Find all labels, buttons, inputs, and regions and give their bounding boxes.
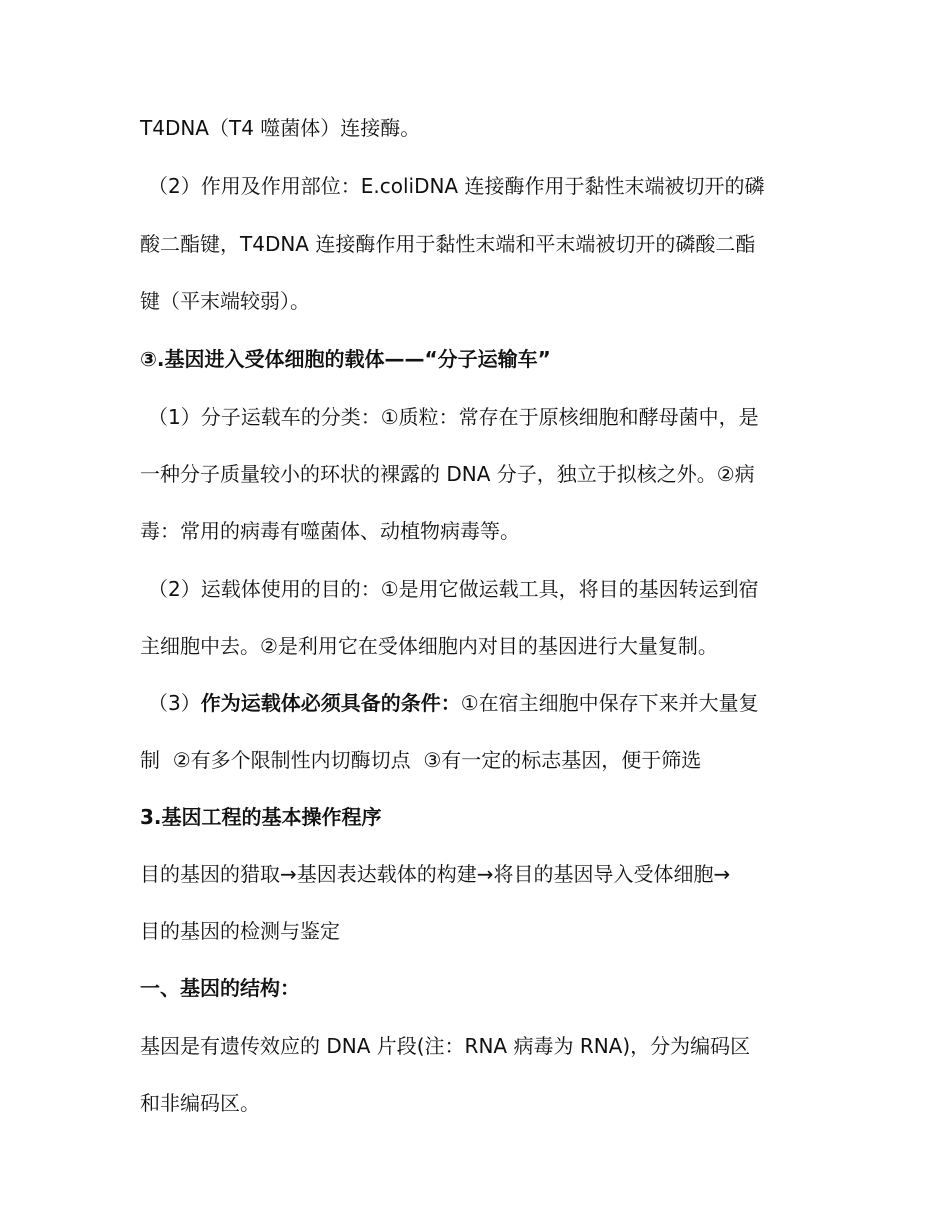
- bold-phrase: 作为运载体必须具备的条件：: [200, 691, 461, 715]
- section-heading: 一、基因的结构：: [140, 976, 300, 1000]
- text-line: （2）作用及作用部位：E.coliDNA 连接酶作用于黏性末端被切开的磷: [148, 174, 765, 198]
- line-prefix: （3）: [148, 691, 201, 715]
- text-line: （1）分子运载车的分类：①质粒：常存在于原核细胞和酵母菌中，是: [148, 405, 759, 429]
- text-line: 目的基因的检测与鉴定: [140, 919, 340, 943]
- text-line: 毒：常用的病毒有噬菌体、动植物病毒等。: [140, 519, 520, 543]
- text-line: 目的基因的猎取→基因表达载体的构建→将目的基因导入受体细胞→: [140, 862, 731, 886]
- text-line: 一种分子质量较小的环状的裸露的 DNA 分子，独立于拟核之外。②病: [140, 462, 755, 486]
- text-line: 基因是有遗传效应的 DNA 片段(注：RNA 病毒为 RNA)，分为编码区: [140, 1034, 751, 1058]
- section-heading: ③.基因进入受体细胞的载体——“分子运输车”: [140, 347, 551, 371]
- line-rest: ①在宿主细胞中保存下来并大量复: [460, 691, 759, 715]
- text-line: 键（平末端较弱）。: [140, 289, 310, 313]
- text-line: 和非编码区。: [140, 1091, 260, 1115]
- text-line: 制 ②有多个限制性内切酶切点 ③有一定的标志基因，便于筛选: [140, 748, 702, 772]
- text-line-mixed: [148, 690, 828, 716]
- text-line: 酸二酯键，T4DNA 连接酶作用于黏性末端和平末端被切开的磷酸二酯: [140, 232, 756, 256]
- text-line: T4DNA（T4 噬菌体）连接酶。: [140, 116, 421, 140]
- text-line: （2）运载体使用的目的：①是用它做运载工具，将目的基因转运到宿: [148, 577, 759, 601]
- text-line: 主细胞中去。②是利用它在受体细胞内对目的基因进行大量复制。: [140, 634, 718, 658]
- section-heading: 3.基因工程的基本操作程序: [140, 805, 382, 829]
